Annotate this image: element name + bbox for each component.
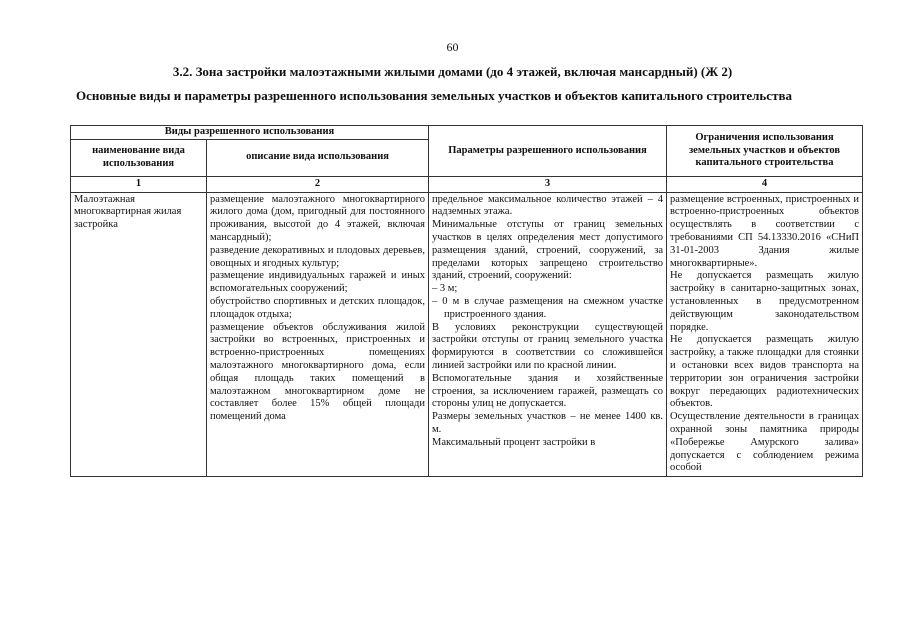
parameter-item: Минимальные отступы от границ земельных участков в целях определения мест допустимого размещения зданий, строений, сооружений, за пределами которых запрещено строительство зданий, строений, сооружений: [432,219,664,282]
restriction-item: Не допускается размещать жилую застройку, а также площадки для стоянки и остановки всех видов транспорта на территории зон ограничения застройки вокруг передающих радиотехнических объектов. [670,334,860,410]
description-item: обустройство спортивных и детских площадок, площадок отдыха; [210,295,426,320]
parameter-item: Размеры земельных участков – не менее 1400 кв. м. [432,411,664,435]
parameter-item: предельное максимальное количество этажей – 4 надземных этажа. [432,193,664,218]
header-name: наименование вида использования [71,139,207,176]
description-item: разведение декоративных и плодовых деревьев, овощных и ягодных культур; [210,244,426,269]
column-number-3: 3 [429,176,667,192]
section-title: 3.2. Зона застройки малоэтажными жилыми домами (до 4 этажей, включая мансардный) (Ж 2) [172,64,733,79]
header-restrictions: Ограничения использования земельных участков и объектов капитального строительства [667,126,863,177]
column-number-2: 2 [207,176,429,192]
table-row [71,192,863,477]
use-name: Малоэтажная многоквартирная жилая застройка [74,193,182,231]
header-parameters: Параметры разрешенного использования [429,126,667,177]
header-row-1 [71,126,863,140]
use-name-cell [71,192,207,477]
column-number-4: 4 [667,176,863,192]
subtitle: Основные виды и параметры разрешенного использования земельных участков и объектов капитального строительства [76,88,792,103]
parameter-dash-item: – 3 м; [432,283,458,295]
restriction-item: размещение встроенных, пристроенных и встроенно-пристроенных объектов осуществлять в соответствии с требованиями СП 54.13330.2016 «СНиП 31-01-2003 Здания жилые многоквартирные». [670,193,860,269]
description-item: размещение индивидуальных гаражей и иных вспомогательных сооружений; [210,270,426,295]
parameter-item: В условиях реконструкции существующей застройки отступы от границ земельного участка формируются в соответствии со сложившейся линией застройки или по красной линии. [432,321,664,371]
description-item: размещение малоэтажного многоквартирного жилого дома (дом, пригодный для постоянного проживания, высотой до 4 этажей, включая мансардный); [210,193,426,243]
parameter-item: Максимальный процент застройки в [432,436,596,448]
parameter-dash-item: – 0 м в случае размещения на смежном участке пристроенного здания. [432,295,664,320]
column-number-row [71,176,863,192]
land-use-table [70,125,863,477]
column-number-1: 1 [71,176,207,192]
restriction-item: Осуществление деятельности в границах охранной зоны памятника природы «Побережье Амурского залива» допускается с соблюдением режима особой [670,411,860,474]
parameters-cell [429,192,667,477]
header-description: описание вида использования [207,139,429,176]
description-item: размещение объектов обслуживания жилой застройки во встроенных, пристроенных и встроенно-пристроенных помещениях малоэтажного многоквартирного дома, если общая площадь таких помещений в малоэтажном многоквартирном доме не составляет более 15% общей площади помещений дома [210,321,426,423]
restriction-item: Не допускается размещать жилую застройку в санитарно-защитных зонах, установленных в предусмотренном действующим законодательством порядке. [670,270,860,333]
parameter-item: Вспомогательные здания и хозяйственные строения, за исключением гаражей, размещать со стороны улиц не допускается. [432,372,664,410]
page-number: 60 [446,40,459,54]
use-description-cell [207,192,429,477]
header-group: Виды разрешенного использования [71,126,429,140]
restrictions-cell [667,192,863,477]
